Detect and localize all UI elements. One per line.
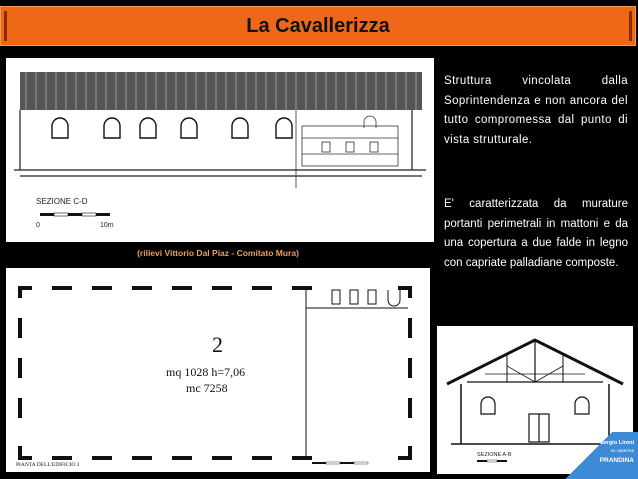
truss-scale-bar: [477, 460, 507, 462]
room-number: 2: [212, 332, 223, 357]
section-drawing: [6, 58, 434, 242]
scale-end: 10m: [100, 222, 114, 229]
badge-author: Sergio Lironi: [600, 440, 634, 446]
scale-bar: [40, 213, 110, 216]
drawing-credit: (rilievi Vittorio Dal Piaz - Comitato Mura): [137, 248, 299, 258]
scale-start: 0: [36, 222, 40, 229]
badge-site: PRANDINA: [599, 457, 634, 464]
paragraph-protection: Struttura vincolata dalla Soprintendenza e non ancora del tutto compromessa dal punto di vista strutturale.: [444, 75, 628, 146]
floor-plan: [6, 268, 430, 472]
section-label: SEZIONE C-D: [36, 197, 88, 206]
plan-scale-bar: [312, 462, 368, 464]
paragraph-structure: E' caratterizzata da murature portanti perimetrali in mattoni e da una copertura a due falde in legno con capriate palladiane composte.: [444, 198, 628, 269]
room-volume: mc 7258: [186, 381, 228, 395]
title-bar: [0, 6, 636, 46]
title-bar-right-edge: [629, 11, 632, 41]
truss-label: SEZIONE A-B: [477, 452, 512, 458]
slide-title: La Cavallerizza: [246, 14, 390, 37]
room-area: mq 1028 h=7,06: [166, 365, 246, 379]
badge-subtitle: ex caserma: [610, 448, 634, 453]
plan-footer-label: PIANTA DELL'EDIFICIO 2: [16, 462, 80, 468]
author-badge: [564, 432, 638, 479]
roof-band: [20, 72, 422, 110]
